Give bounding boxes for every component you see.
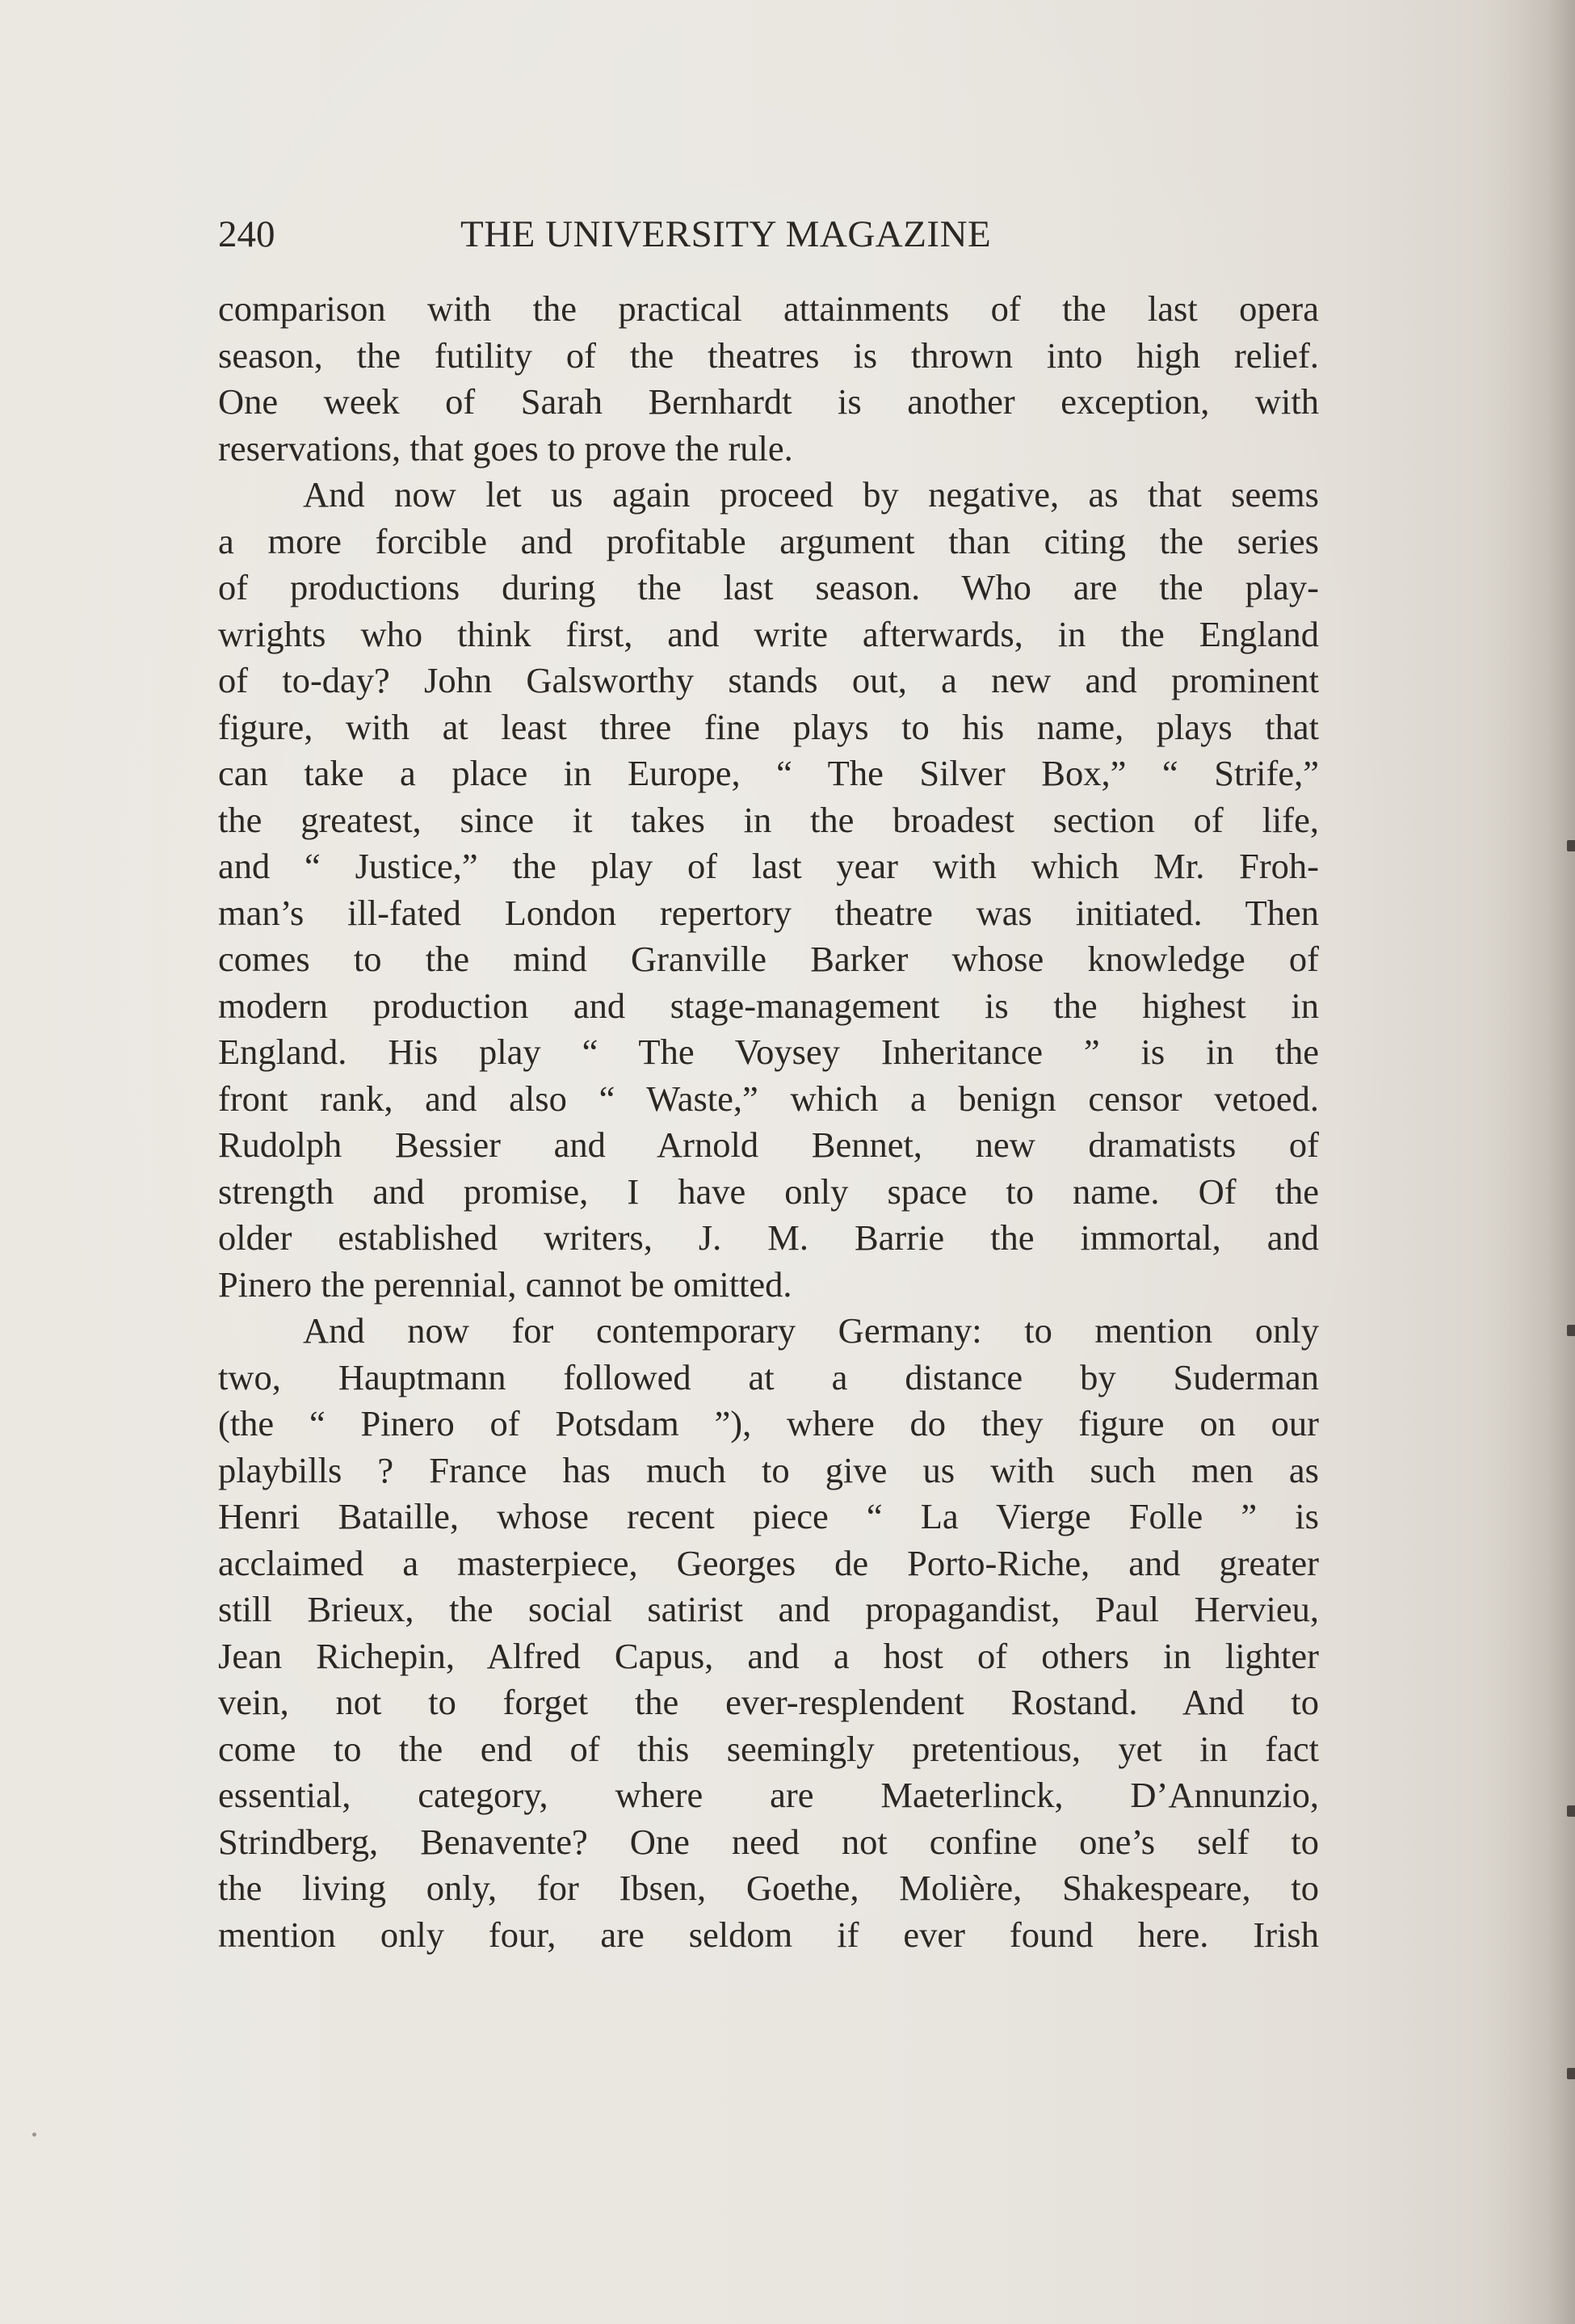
- text-line: season, the futility of the theatres is thrown into high relief.: [218, 334, 1319, 376]
- text-line: Pinero the perennial, cannot be omitted.: [218, 1263, 792, 1305]
- paper-speck: [32, 2133, 36, 2137]
- paragraph: [218, 472, 1319, 1308]
- text-line: acclaimed a masterpiece, Georges de Porto-Riche, and greater: [218, 1542, 1319, 1583]
- text-line: strength and promise, I have only space to name. Of the: [218, 1170, 1319, 1212]
- text-line: two, Hauptmann followed at a distance by Suderman: [218, 1356, 1319, 1397]
- text-line: comparison with the practical attainments of the last opera: [218, 288, 1319, 329]
- text-line: can take a place in Europe, “ The Silver Box,” “ Strife,”: [218, 753, 1319, 793]
- text-line: mention only four, are seldom if ever found here. Irish: [218, 1914, 1319, 1955]
- text-line: Henri Bataille, whose recent piece “ La Vierge Folle ” is: [218, 1496, 1319, 1536]
- text-line: of to-day? John Galsworthy stands out, a new and prominent: [218, 660, 1319, 700]
- text-line: vein, not to forget the ever-resplendent Rostand. And to: [218, 1682, 1319, 1722]
- text-line: man’s ill-fated London repertory theatre was initiated. Then: [218, 892, 1319, 933]
- text-line: the living only, for Ibsen, Goethe, Molière, Shakespeare, to: [218, 1868, 1319, 1908]
- page-edge-mark: [1567, 1805, 1575, 1817]
- text-line: and “ Justice,” the play of last year with which Mr. Froh-: [218, 846, 1319, 886]
- text-line: a more forcible and profitable argument than citing the series: [218, 520, 1319, 561]
- text-line: playbills ? France has much to give us with such men as: [218, 1449, 1319, 1490]
- text-line: And now for contemporary Germany: to mention only: [303, 1310, 1319, 1351]
- paragraph: [218, 1308, 1319, 1958]
- text-line: Rudolph Bessier and Arnold Bennet, new dramatists of: [218, 1124, 1319, 1165]
- text-line: Strindberg, Benavente? One need not confine one’s self to: [218, 1821, 1319, 1862]
- text-line: reservations, that goes to prove the rule.: [218, 427, 793, 469]
- page-edge-mark: [1567, 1325, 1575, 1336]
- body-text: [218, 286, 1319, 1958]
- text-line: front rank, and also “ Waste,” which a benign censor vetoed.: [218, 1078, 1319, 1119]
- text-line: Jean Richepin, Alfred Capus, and a host of others in lighter: [218, 1635, 1319, 1676]
- paragraph: [218, 286, 1319, 472]
- page-number: 240: [218, 213, 275, 255]
- text-line: figure, with at least three fine plays to his name, plays that: [218, 706, 1319, 747]
- page-edge-mark: [1567, 840, 1575, 851]
- text-line: modern production and stage-management is the highest in: [218, 985, 1319, 1026]
- text-line: come to the end of this seemingly pretentious, yet in fact: [218, 1728, 1319, 1769]
- text-line: England. His play “ The Voysey Inheritance ” is in the: [218, 1032, 1319, 1072]
- running-title: THE UNIVERSITY MAGAZINE: [460, 213, 992, 255]
- text-line: of productions during the last season. Who are the play-: [218, 567, 1319, 607]
- text-line: (the “ Pinero of Potsdam ”), where do they figure on our: [218, 1403, 1319, 1444]
- page-edge-mark: [1567, 2068, 1575, 2079]
- text-line: essential, category, where are Maeterlinck, D’Annunzio,: [218, 1775, 1319, 1815]
- page-gutter-shadow: [1486, 0, 1575, 2324]
- text-line: the greatest, since it takes in the broadest section of life,: [218, 799, 1319, 840]
- text-line: still Brieux, the social satirist and propagandist, Paul Hervieu,: [218, 1589, 1319, 1629]
- text-line: comes to the mind Granville Barker whose knowledge of: [218, 939, 1319, 979]
- text-line: And now let us again proceed by negative, as that seems: [303, 474, 1319, 515]
- running-header: [218, 206, 1082, 263]
- text-line: older established writers, J. M. Barrie the immortal, and: [218, 1217, 1319, 1258]
- text-line: wrights who think first, and write afterwards, in the England: [218, 613, 1319, 654]
- text-line: One week of Sarah Bernhardt is another exception, with: [218, 381, 1319, 422]
